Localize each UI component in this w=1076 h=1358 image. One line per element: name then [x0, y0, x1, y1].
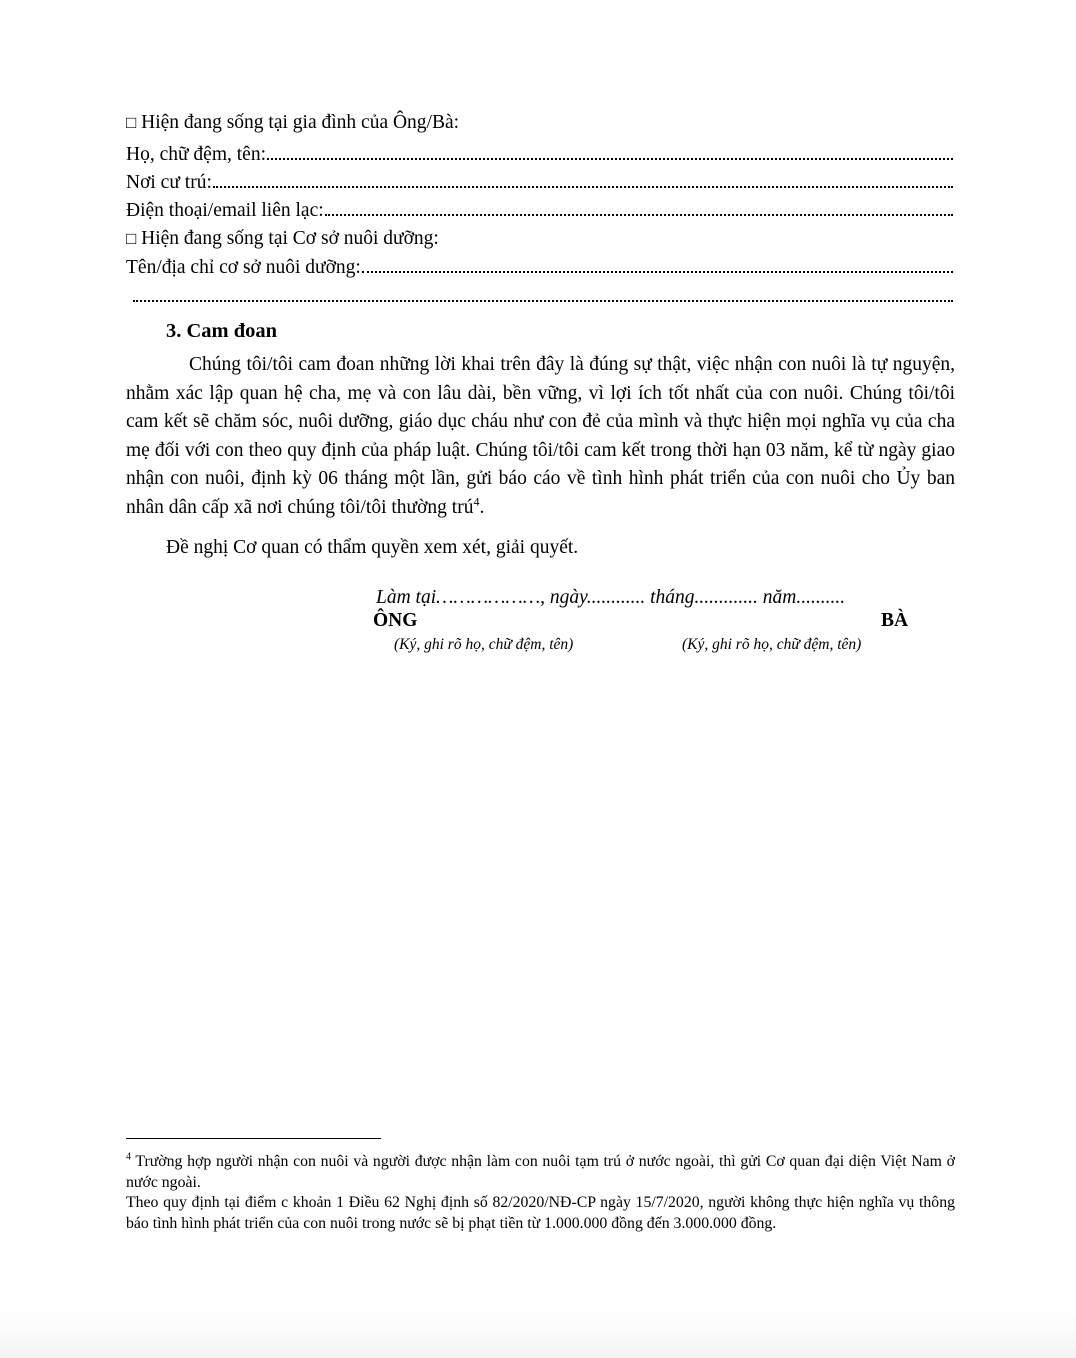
checkbox-icon[interactable]: □: [126, 113, 137, 132]
option-living-with-family: [126, 109, 459, 137]
field-label: Họ, chữ đệm, tên:: [126, 144, 266, 165]
commitment-paragraph: [126, 351, 955, 522]
fill-in-dotted-line[interactable]: [362, 271, 953, 273]
fill-in-dotted-line[interactable]: [325, 214, 953, 216]
fill-in-dotted-line[interactable]: [267, 158, 953, 160]
footnote-separator: [126, 1138, 381, 1139]
sentence-end: .: [479, 496, 485, 518]
field-label: Nơi cư trú:: [126, 172, 212, 193]
signature-title-wife: BÀ: [881, 610, 909, 631]
footnote-reference[interactable]: 4: [473, 494, 480, 508]
footnote-legal-note: Theo quy định tại điểm c khoản 1 Điều 62 Nghị định số 82/2020/NĐ-CP ngày 15/7/2020, người không thực hiện nghĩa vụ thông báo tình hình phát triển của con nuôi trong nước sẽ bị phạt tiền từ 1.000.000 đồng đến 3.000.000 đồng.: [126, 1194, 955, 1232]
section-heading: 3. Cam đoan: [166, 320, 278, 342]
option-label: Hiện đang sống tại Cơ sở nuôi dưỡng:: [141, 228, 439, 249]
signature-title-husband: ÔNG: [373, 610, 418, 631]
field-label: Tên/địa chỉ cơ sở nuôi dưỡng:: [126, 257, 361, 278]
field-facility-address[interactable]: [126, 254, 953, 282]
option-living-at-facility: [126, 225, 439, 253]
field-phone-email[interactable]: [126, 197, 953, 225]
commitment-text: Chúng tôi/tôi cam đoan những lời khai trên đây là đúng sự thật, việc nhận con nuôi là tự nguyện, nhằm xác lập quan hệ cha, mẹ và con lâu dài, bền vững, vì lợi ích tốt nhất của con nuôi. Chúng tôi/tôi cam kết sẽ chăm sóc, nuôi dưỡng, giáo dục cháu như con đẻ của mình và thực hiện mọi nghĩa vụ của cha mẹ đối với con theo quy định của pháp luật. Chúng tôi/tôi cam kết trong thời hạn 03 năm, kể từ ngày giao nhận con nuôi, định kỳ 06 tháng một lần, gửi báo cáo về tình hình phát triển của con nuôi cho Ủy ban nhân dân cấp xã nơi chúng tôi/tôi thường trú: [126, 354, 955, 518]
checkbox-icon[interactable]: □: [126, 229, 137, 248]
signature-note-husband: (Ký, ghi rõ họ, chữ đệm, tên): [394, 636, 574, 653]
footnote-4: [126, 1152, 955, 1193]
field-label: Điện thoại/email liên lạc:: [126, 200, 324, 221]
field-facility-address-continued[interactable]: [132, 283, 953, 311]
signature-note-wife: (Ký, ghi rõ họ, chữ đệm, tên): [682, 636, 862, 653]
fill-in-dotted-line[interactable]: [213, 186, 953, 188]
field-full-name[interactable]: [126, 141, 953, 169]
place-date-line: Làm tại………………, ngày............ tháng............. năm..........: [376, 587, 846, 608]
request-text: Đề nghị Cơ quan có thẩm quyền xem xét, giải quyết.: [166, 537, 579, 558]
fill-in-dotted-line[interactable]: [133, 300, 953, 302]
footnote-text: Trường hợp người nhận con nuôi và người được nhận làm con nuôi tạm trú ở nước ngoài, thì gửi Cơ quan đại diện Việt Nam ở nước ngoài.: [126, 1153, 955, 1191]
field-residence[interactable]: [126, 169, 953, 197]
footnote-number: 4: [126, 1151, 131, 1163]
option-label: Hiện đang sống tại gia đình của Ông/Bà:: [141, 112, 460, 133]
